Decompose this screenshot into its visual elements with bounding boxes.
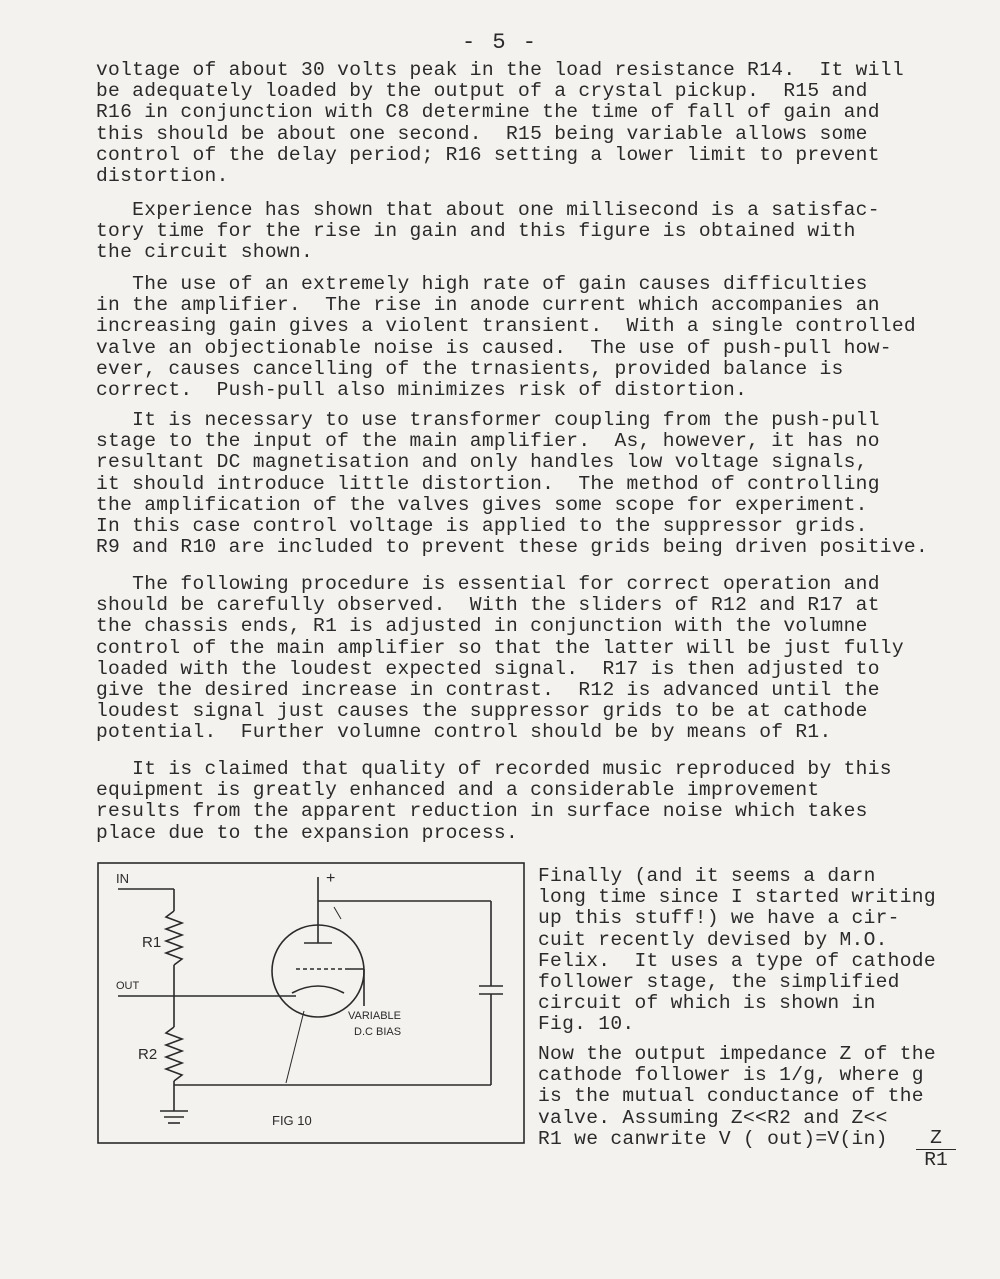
label-in: IN — [116, 871, 129, 886]
bias-pointer — [286, 1011, 304, 1083]
paragraph-6: It is claimed that quality of recorded music reproduced by this equipment is greatly enhanced and a considerable improvement results from the apparent reduction in surface noise which takes place due to the expansion process. — [96, 758, 892, 844]
resistor-r2 — [166, 1027, 182, 1081]
paragraph-2: Experience has shown that about one millisecond is a satisfac- tory time for the rise in gain and this figure is obtained with the circuit shown. — [96, 199, 880, 264]
circuit-figure — [96, 861, 528, 1147]
label-r2: R2 — [138, 1046, 158, 1063]
label-bias-1: VARIABLE — [348, 1010, 401, 1022]
paragraph-5: The following procedure is essential for correct operation and should be carefully observed. With the sliders of R12 and R17 at the chassis ends, R1 is adjusted in conjunction with the volumne control of the main amplifier so that the latter will be just fully loaded with the loudest expected signal. R17 is then adjusted to give the desired increase in contrast. R12 is advanced until the loudest signal just causes the suppressor grids to be at cathode potential. Further volumne control should be by means of R1. — [96, 573, 904, 744]
paragraph-3: The use of an extremely high rate of gain causes difficulties in the amplifier. The rise in anode current which accompanies an increasing gain gives a violent transient. With a single controlled valve an objectionable noise is caused. The use of push-pull how- ever, causes cancelling of the trnasients, provided balance is correct. Push-pull also minimizes risk of distortion. — [96, 273, 916, 402]
formula-numerator: Z — [916, 1128, 956, 1150]
formula-denominator: R1 — [924, 1149, 948, 1171]
page-number: - 5 - — [461, 30, 538, 55]
label-r1: R1 — [142, 934, 162, 951]
figure-frame — [98, 863, 524, 1143]
paragraph-7: Finally (and it seems a darn long time since I started writing up this stuff!) we have a cir- cuit recently devised by M.O. Felix. It uses a type of cathode follower stage, the simplified circuit of which is shown in Fig. 10. — [538, 865, 936, 1036]
label-plus: + — [326, 870, 336, 887]
paragraph-1: voltage of about 30 volts peak in the load resistance R14. It will be adequately loaded by the output of a crystal pickup. R15 and R16 in conjunction with C8 determine the time of fall of gain and this should be about one second. R15 being variable allows some control of the delay period; R16 setting a lower limit to prevent distortion. — [96, 59, 904, 188]
label-bias-2: D.C BIAS — [354, 1026, 402, 1038]
resistor-r1 — [166, 911, 182, 965]
paragraph-8: Now the output impedance Z of the cathode follower is 1/g, where g is the mutual conductance of the valve. Assuming Z<<R2 and Z<< R1 we canwrite V ( out)=V(in) — [538, 1043, 936, 1150]
label-out: OUT — [116, 980, 140, 992]
figure-caption: FIG 10 — [272, 1113, 312, 1128]
valve-cathode — [292, 986, 344, 993]
paragraph-4: It is necessary to use transformer coupling from the push-pull stage to the input of the main amplifier. As, however, it has no resultant DC magnetisation and only handles low voltage signals, it should introduce little distortion. The method of controlling the amplification of the valves gives some scope for experiment. In this case control voltage is applied to the suppressor grids. R9 and R10 are included to prevent these grids being driven positive. — [96, 409, 929, 559]
formula-fraction — [916, 1128, 956, 1171]
circuit-diagram — [96, 861, 528, 1147]
